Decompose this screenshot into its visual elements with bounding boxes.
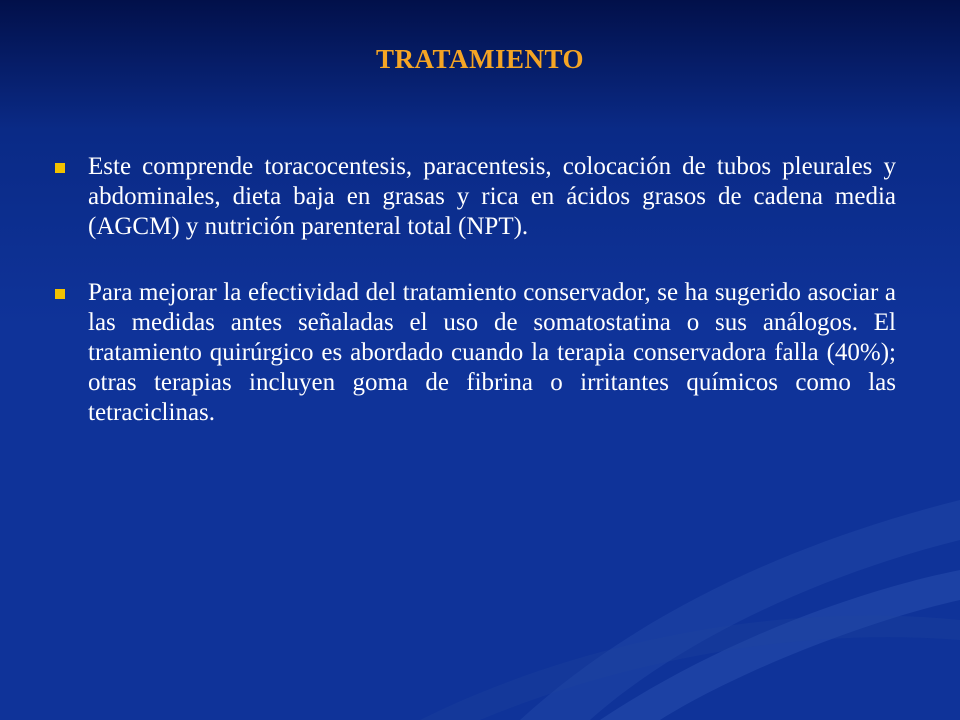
list-item xyxy=(50,152,896,242)
bullet-text: Para mejorar la efectividad del tratamiento conservador, se ha sugerido asociar a las medidas antes señaladas el uso de somatostatina o sus análogos. El tratamiento quirúrgico es abordado cuando la terapia conservadora falla (40%); otras terapias incluyen goma de fibrina o irritantes químicos como las tetraciclinas. xyxy=(88,279,896,426)
bullet-list xyxy=(50,152,896,464)
square-bullet-icon xyxy=(55,289,65,299)
slide-title: TRATAMIENTO xyxy=(375,44,585,74)
bullet-text: Este comprende toracocentesis, paracentesis, colocación de tubos pleurales y abdominales, dieta baja en grasas y rica en ácidos grasos de cadena media (AGCM) y nutrición parenteral total (NPT). xyxy=(88,153,896,240)
list-item xyxy=(50,278,896,428)
square-bullet-icon xyxy=(55,163,65,173)
